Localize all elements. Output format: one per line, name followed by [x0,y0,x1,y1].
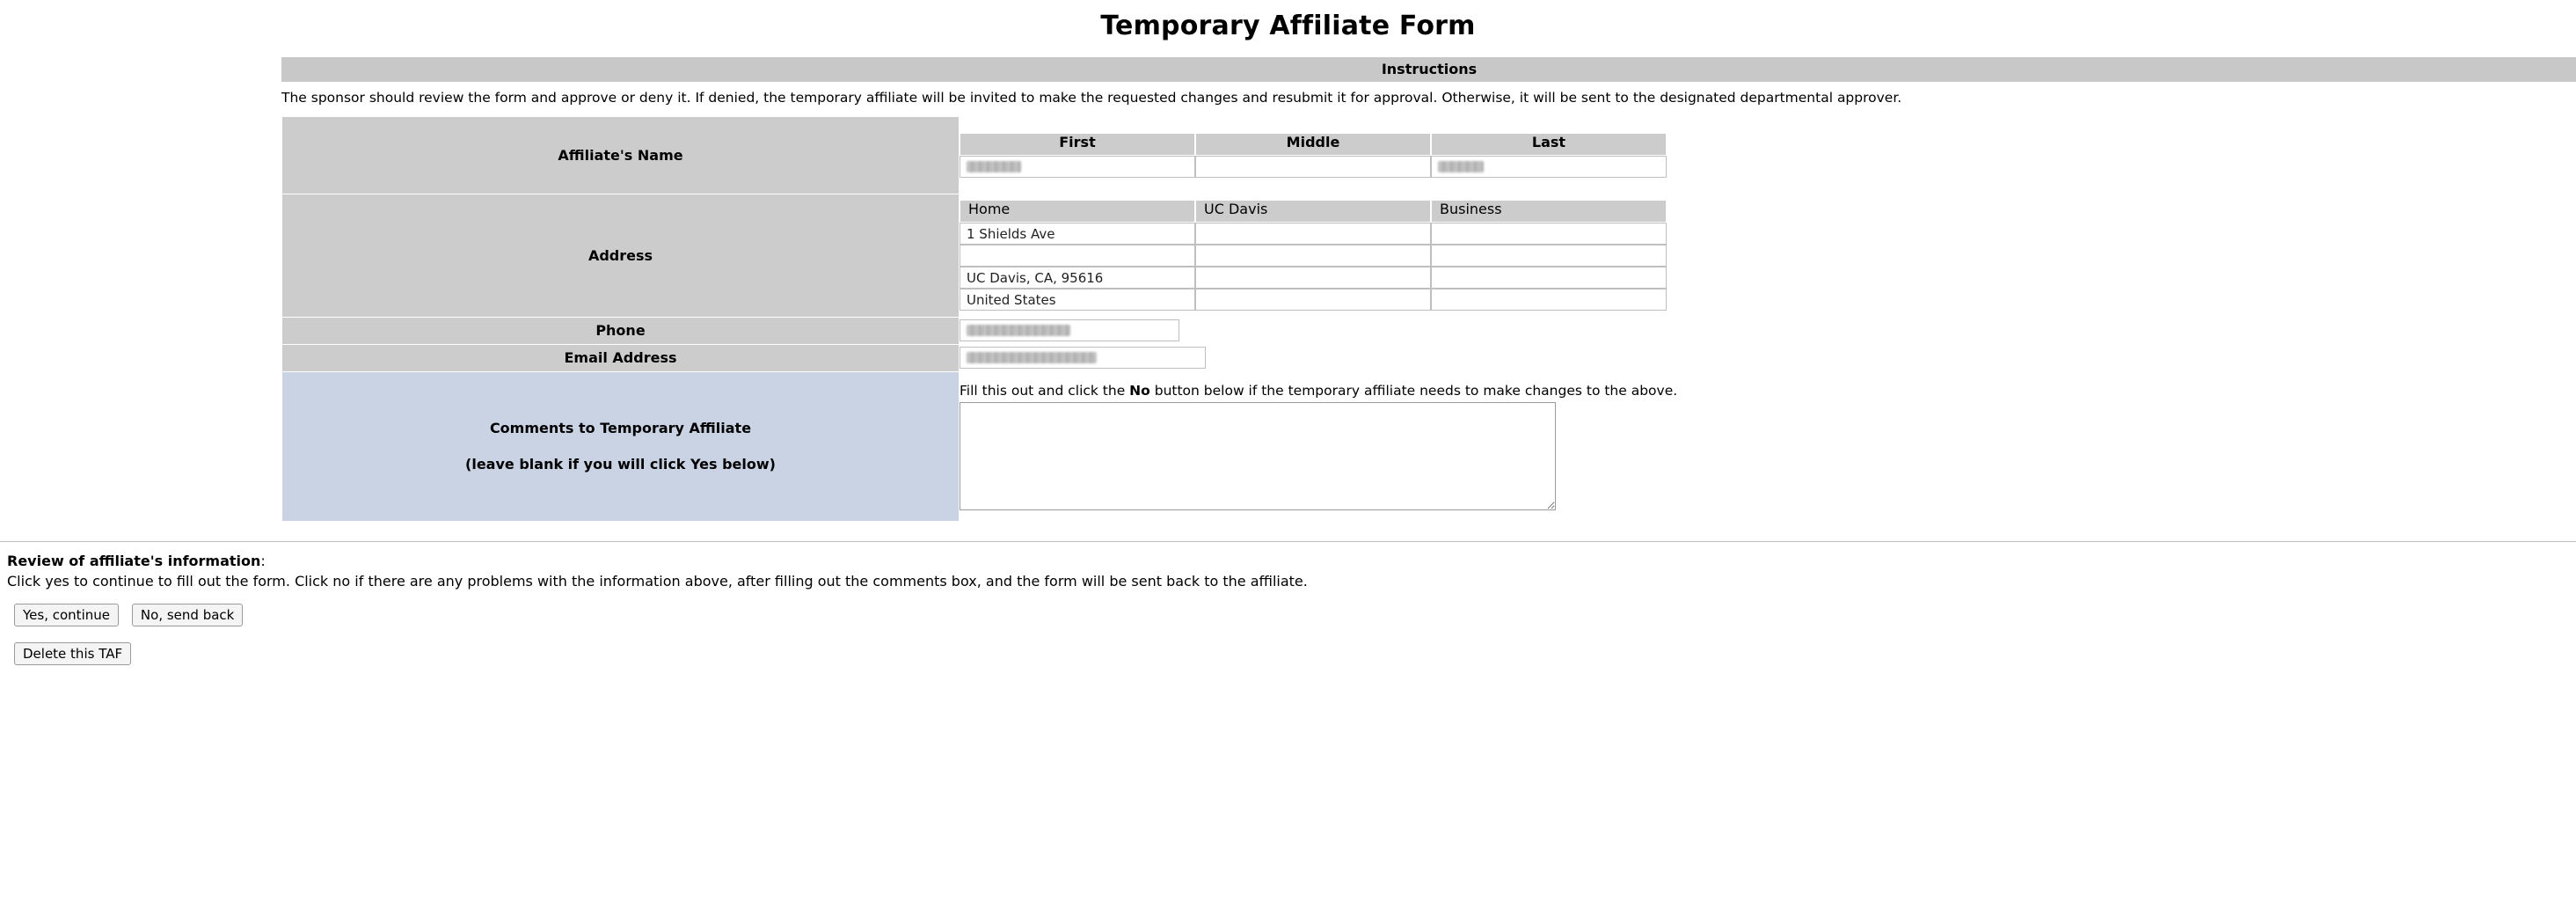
review-block [0,542,2576,665]
address-col-ucdavis: UC Davis [1195,200,1431,223]
comments-row [282,371,1678,521]
instructions-text: The sponsor should review the form and approve or deny it. If denied, the temporary affiliate will be invited to make the requested changes and resubmit it for approval. Otherwise, it will be sent to the designated departmental approver. [281,90,1902,106]
address-value-cell [960,194,1678,317]
middle-name-field[interactable] [1195,156,1431,178]
review-title-colon: : [260,552,266,569]
instructions-header: Instructions [281,57,2576,82]
delete-taf-button[interactable]: Delete this TAF [14,642,131,665]
address-header-row [960,200,1667,223]
address-line-row [960,245,1667,267]
name-grid [960,133,1667,178]
comments-note-bold: No [1129,382,1150,399]
name-col-middle-cell [1195,133,1431,156]
ucdavis-line1-cell [1195,223,1431,245]
last-name-cell [1431,156,1667,178]
name-col-first-cell [960,133,1195,156]
review-title: Review of affiliate's information [7,552,261,569]
comments-note-suffix: button below if the temporary affiliate needs to make changes to the above. [1149,382,1678,399]
address-grid [960,200,1667,311]
affiliate-name-value-cell [960,116,1678,194]
home-address-country[interactable]: United States [960,289,1195,311]
delete-button-row [7,642,2576,665]
address-line-row [960,267,1667,289]
ucdavis-line4-cell [1195,289,1431,311]
phone-row [282,317,1678,344]
home-line1-cell [960,223,1195,245]
address-col-business: Business [1431,200,1667,223]
business-address-city-state-zip[interactable] [1431,267,1667,289]
home-address-line2[interactable] [960,245,1195,267]
first-name-field[interactable] [960,156,1195,178]
name-header-row [960,133,1667,156]
name-col-first: First [960,133,1195,156]
name-row [282,116,1678,194]
first-name-cell [960,156,1195,178]
email-row [282,344,1678,371]
review-title-line [7,553,2576,569]
yes-continue-button[interactable]: Yes, continue [14,604,119,626]
home-line4-cell [960,289,1195,311]
ucdavis-line2-cell [1195,245,1431,267]
comments-note-prefix: Fill this out and click the [960,382,1130,399]
form-area [0,57,2576,522]
name-col-middle: Middle [1195,133,1431,156]
business-line4-cell [1431,289,1667,311]
email-label: Email Address [282,344,960,371]
address-col-home: Home [960,200,1195,223]
address-col-home-cell [960,200,1195,223]
email-value-cell [960,344,1678,371]
ucdavis-address-city-state-zip[interactable] [1195,267,1431,289]
name-value-row [960,156,1667,178]
ucdavis-address-line1[interactable] [1195,223,1431,245]
comments-value-cell [960,371,1678,521]
redacted-first-name [967,161,1021,172]
email-field[interactable] [960,347,1206,369]
phone-value-cell [960,317,1678,344]
address-col-business-cell [1431,200,1667,223]
ucdavis-address-line2[interactable] [1195,245,1431,267]
last-name-field[interactable] [1431,156,1667,178]
taf-table [281,116,1678,522]
comments-note [960,383,1677,402]
address-row [282,194,1678,317]
address-col-ucdavis-cell [1195,200,1431,223]
phone-label: Phone [282,317,960,344]
no-send-back-button[interactable]: No, send back [132,604,243,626]
home-line3-cell [960,267,1195,289]
phone-field[interactable] [960,319,1179,341]
comments-textarea[interactable] [960,402,1556,510]
review-button-row [7,604,2576,626]
home-address-city-state-zip[interactable]: UC Davis, CA, 95616 [960,267,1195,289]
review-description: Click yes to continue to fill out the form. Click no if there are any problems with the information above, after filling out the comments box, and the form will be sent back to the affiliate. [7,572,1308,590]
redacted-phone [967,325,1070,336]
middle-name-cell [1195,156,1431,178]
business-line1-cell [1431,223,1667,245]
comments-label [282,371,960,521]
business-line2-cell [1431,245,1667,267]
address-line-row [960,223,1667,245]
redacted-last-name [1438,161,1484,172]
comments-label-line2: (leave blank if you will click Yes below) [465,456,776,473]
business-address-line2[interactable] [1431,245,1667,267]
redacted-email [967,352,1097,363]
ucdavis-line3-cell [1195,267,1431,289]
taf-page [0,11,2576,665]
home-line2-cell [960,245,1195,267]
home-address-line1[interactable]: 1 Shields Ave [960,223,1195,245]
affiliate-name-label: Affiliate's Name [282,116,960,194]
business-line3-cell [1431,267,1667,289]
name-col-last: Last [1431,133,1667,156]
comments-label-line1: Comments to Temporary Affiliate [489,420,752,437]
address-line-row [960,289,1667,311]
name-col-last-cell [1431,133,1667,156]
address-label: Address [282,194,960,317]
comments-label-spacer [282,436,959,456]
business-address-country[interactable] [1431,289,1667,311]
business-address-line1[interactable] [1431,223,1667,245]
page-title: Temporary Affiliate Form [1100,11,1476,41]
ucdavis-address-country[interactable] [1195,289,1431,311]
